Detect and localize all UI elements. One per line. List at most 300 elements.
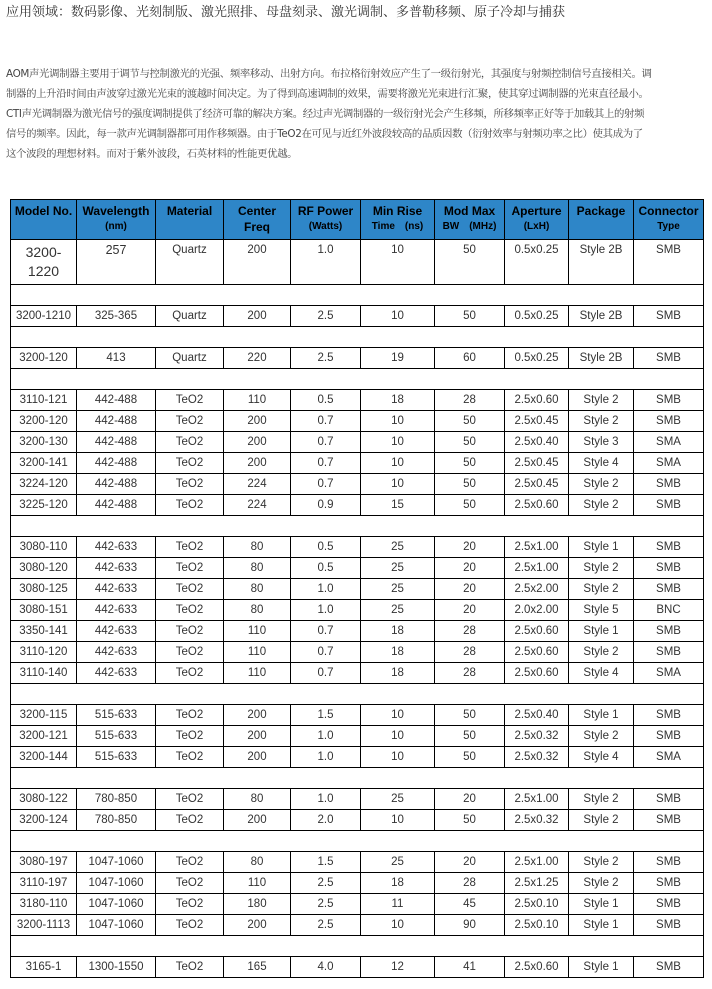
cell-material: TeO2 bbox=[156, 390, 224, 411]
separator-cell bbox=[224, 516, 291, 537]
cell-material: TeO2 bbox=[156, 810, 224, 831]
separator-cell bbox=[569, 831, 634, 852]
cell-material: TeO2 bbox=[156, 642, 224, 663]
cell-aperture: 2.5x0.10 bbox=[505, 894, 569, 915]
cell-wavelength: 442-633 bbox=[77, 558, 156, 579]
cell-package: Style 2 bbox=[569, 411, 634, 432]
cell-wavelength: 442-633 bbox=[77, 642, 156, 663]
separator-cell bbox=[505, 768, 569, 789]
applications-line: 应用领域：数码影像、光刻制版、激光照排、母盘刻录、激光调制、多普勒移频、原子冷却与捕获 bbox=[6, 5, 566, 20]
cell-package: Style 4 bbox=[569, 747, 634, 768]
separator-cell bbox=[11, 684, 77, 705]
cell-material: TeO2 bbox=[156, 894, 224, 915]
cell-model: 3110-121 bbox=[11, 390, 77, 411]
separator-cell bbox=[435, 516, 505, 537]
cell-mod-max: 28 bbox=[435, 873, 505, 894]
cell-material: TeO2 bbox=[156, 726, 224, 747]
cell-material: Quartz bbox=[156, 306, 224, 327]
separator-cell bbox=[435, 831, 505, 852]
cell-package: Style 2 bbox=[569, 558, 634, 579]
separator-cell bbox=[291, 768, 361, 789]
cell-center-freq: 200 bbox=[224, 747, 291, 768]
cell-rf-power: 1.0 bbox=[291, 579, 361, 600]
table-row bbox=[11, 789, 704, 810]
cell-mod-max: 20 bbox=[435, 789, 505, 810]
cell-rf-power: 0.7 bbox=[291, 474, 361, 495]
cell-min-rise: 25 bbox=[361, 558, 435, 579]
separator-cell bbox=[224, 285, 291, 306]
separator-cell bbox=[505, 684, 569, 705]
table-row bbox=[11, 600, 704, 621]
separator-cell bbox=[634, 768, 704, 789]
cell-center-freq: 224 bbox=[224, 474, 291, 495]
cell-mod-max: 50 bbox=[435, 432, 505, 453]
cell-wavelength: 442-488 bbox=[77, 390, 156, 411]
cell-center-freq: 80 bbox=[224, 558, 291, 579]
cell-wavelength: 442-488 bbox=[77, 432, 156, 453]
cell-mod-max: 20 bbox=[435, 537, 505, 558]
cell-rf-power: 2.5 bbox=[291, 873, 361, 894]
separator-cell bbox=[361, 327, 435, 348]
table-row bbox=[11, 642, 704, 663]
separator-cell bbox=[77, 831, 156, 852]
cell-model: 3080-122 bbox=[11, 789, 77, 810]
cell-connector: SMB bbox=[634, 474, 704, 495]
separator-cell bbox=[435, 285, 505, 306]
separator-cell bbox=[435, 684, 505, 705]
separator-cell bbox=[156, 936, 224, 957]
separator-cell bbox=[361, 285, 435, 306]
cell-model: 3200-130 bbox=[11, 432, 77, 453]
cell-package: Style 3 bbox=[569, 432, 634, 453]
cell-wavelength: 515-633 bbox=[77, 726, 156, 747]
cell-wavelength: 442-633 bbox=[77, 579, 156, 600]
cell-wavelength: 257 bbox=[77, 240, 156, 285]
separator-cell bbox=[435, 327, 505, 348]
cell-material: TeO2 bbox=[156, 600, 224, 621]
specs-table-container bbox=[10, 199, 703, 978]
cell-min-rise: 10 bbox=[361, 915, 435, 936]
cell-mod-max: 50 bbox=[435, 726, 505, 747]
separator-cell bbox=[435, 369, 505, 390]
cell-mod-max: 41 bbox=[435, 957, 505, 978]
table-row bbox=[11, 894, 704, 915]
separator-cell bbox=[291, 936, 361, 957]
cell-wavelength: 515-633 bbox=[77, 747, 156, 768]
separator-cell bbox=[634, 831, 704, 852]
cell-aperture: 2.5x0.60 bbox=[505, 642, 569, 663]
group-separator-row bbox=[11, 768, 704, 789]
cell-aperture: 0.5x0.25 bbox=[505, 348, 569, 369]
cell-aperture: 0.5x0.25 bbox=[505, 306, 569, 327]
cell-rf-power: 0.7 bbox=[291, 642, 361, 663]
cell-center-freq: 200 bbox=[224, 432, 291, 453]
cell-rf-power: 0.7 bbox=[291, 663, 361, 684]
header-aperture-unit: (LxH) bbox=[523, 221, 550, 232]
cell-connector: SMB bbox=[634, 495, 704, 516]
cell-connector: SMB bbox=[634, 852, 704, 873]
cell-aperture: 2.5x2.00 bbox=[505, 579, 569, 600]
cell-package: Style 2B bbox=[569, 348, 634, 369]
cell-material: TeO2 bbox=[156, 621, 224, 642]
cell-material: Quartz bbox=[156, 348, 224, 369]
group-separator-row bbox=[11, 936, 704, 957]
cell-model: 3110-120 bbox=[11, 642, 77, 663]
cell-min-rise: 18 bbox=[361, 663, 435, 684]
cell-min-rise: 10 bbox=[361, 240, 435, 285]
header-material: Material bbox=[156, 200, 224, 240]
cell-material: TeO2 bbox=[156, 663, 224, 684]
cell-material: Quartz bbox=[156, 240, 224, 285]
separator-cell bbox=[77, 516, 156, 537]
cell-material: TeO2 bbox=[156, 852, 224, 873]
cell-rf-power: 2.0 bbox=[291, 810, 361, 831]
table-row bbox=[11, 390, 704, 411]
cell-mod-max: 28 bbox=[435, 663, 505, 684]
separator-cell bbox=[505, 831, 569, 852]
separator-cell bbox=[11, 831, 77, 852]
cell-mod-max: 50 bbox=[435, 495, 505, 516]
cell-model: 3080-151 bbox=[11, 600, 77, 621]
cell-model: 3350-141 bbox=[11, 621, 77, 642]
cell-mod-max: 20 bbox=[435, 579, 505, 600]
separator-cell bbox=[361, 936, 435, 957]
cell-connector: SMB bbox=[634, 642, 704, 663]
cell-center-freq: 110 bbox=[224, 663, 291, 684]
cell-material: TeO2 bbox=[156, 411, 224, 432]
cell-material: TeO2 bbox=[156, 453, 224, 474]
table-row bbox=[11, 306, 704, 327]
intro-line: AOM声光调制器主要用于调节与控制激光的光强、频率移动、出射方向。布拉格衍射效应产生了一级衍射光，其强度与射频控制信号直接相关。调 bbox=[6, 68, 652, 80]
header-mod-max: Mod Max BW (MHz) bbox=[435, 200, 505, 240]
cell-rf-power: 0.5 bbox=[291, 558, 361, 579]
cell-rf-power: 0.7 bbox=[291, 453, 361, 474]
cell-connector: SMA bbox=[634, 453, 704, 474]
cell-wavelength: 1047-1060 bbox=[77, 915, 156, 936]
cell-min-rise: 18 bbox=[361, 621, 435, 642]
cell-package: Style 2 bbox=[569, 390, 634, 411]
cell-package: Style 2B bbox=[569, 240, 634, 285]
table-row bbox=[11, 579, 704, 600]
cell-connector: SMB bbox=[634, 240, 704, 285]
cell-rf-power: 4.0 bbox=[291, 957, 361, 978]
separator-cell bbox=[361, 684, 435, 705]
table-row bbox=[11, 705, 704, 726]
cell-connector: SMB bbox=[634, 390, 704, 411]
cell-rf-power: 1.0 bbox=[291, 240, 361, 285]
cell-min-rise: 25 bbox=[361, 852, 435, 873]
separator-cell bbox=[156, 285, 224, 306]
cell-min-rise: 15 bbox=[361, 495, 435, 516]
cell-rf-power: 1.5 bbox=[291, 852, 361, 873]
cell-package: Style 2B bbox=[569, 306, 634, 327]
cell-connector: SMB bbox=[634, 411, 704, 432]
cell-wavelength: 442-633 bbox=[77, 621, 156, 642]
cell-rf-power: 1.0 bbox=[291, 747, 361, 768]
cell-connector: SMB bbox=[634, 726, 704, 747]
cell-center-freq: 220 bbox=[224, 348, 291, 369]
cell-package: Style 1 bbox=[569, 621, 634, 642]
cell-center-freq: 80 bbox=[224, 537, 291, 558]
cell-model: 3080-125 bbox=[11, 579, 77, 600]
cell-center-freq: 80 bbox=[224, 852, 291, 873]
cell-mod-max: 28 bbox=[435, 390, 505, 411]
cell-wavelength: 442-633 bbox=[77, 600, 156, 621]
separator-cell bbox=[634, 936, 704, 957]
cell-model: 3200-144 bbox=[11, 747, 77, 768]
table-row bbox=[11, 411, 704, 432]
separator-cell bbox=[156, 516, 224, 537]
separator-cell bbox=[569, 768, 634, 789]
cell-center-freq: 224 bbox=[224, 495, 291, 516]
cell-material: TeO2 bbox=[156, 558, 224, 579]
separator-cell bbox=[291, 285, 361, 306]
cell-center-freq: 200 bbox=[224, 915, 291, 936]
cell-connector: SMA bbox=[634, 747, 704, 768]
table-row bbox=[11, 873, 704, 894]
cell-aperture: 2.5x1.00 bbox=[505, 537, 569, 558]
intro-line: CTI声光调制器为激光信号的强度调制提供了经济可靠的解决方案。经过声光调制器的一级衍射光会产生移频，所移频率正好等于加载其上的射频 bbox=[6, 108, 645, 120]
cell-center-freq: 110 bbox=[224, 621, 291, 642]
cell-rf-power: 1.0 bbox=[291, 600, 361, 621]
separator-cell bbox=[505, 516, 569, 537]
table-row bbox=[11, 474, 704, 495]
header-wavelength: Wavelength (nm) bbox=[77, 200, 156, 240]
cell-model: 3165-1 bbox=[11, 957, 77, 978]
group-separator-row bbox=[11, 516, 704, 537]
cell-wavelength: 442-488 bbox=[77, 411, 156, 432]
separator-cell bbox=[11, 768, 77, 789]
cell-package: Style 2 bbox=[569, 726, 634, 747]
cell-connector: SMB bbox=[634, 621, 704, 642]
cell-rf-power: 2.5 bbox=[291, 915, 361, 936]
cell-aperture: 2.5x0.60 bbox=[505, 495, 569, 516]
cell-model: 3200-1220 bbox=[11, 240, 77, 285]
cell-min-rise: 10 bbox=[361, 432, 435, 453]
table-row bbox=[11, 240, 704, 285]
separator-cell bbox=[569, 327, 634, 348]
cell-package: Style 1 bbox=[569, 537, 634, 558]
cell-package: Style 2 bbox=[569, 873, 634, 894]
cell-mod-max: 60 bbox=[435, 348, 505, 369]
cell-package: Style 1 bbox=[569, 705, 634, 726]
separator-cell bbox=[224, 684, 291, 705]
cell-model: 3200-115 bbox=[11, 705, 77, 726]
cell-aperture: 2.5x1.00 bbox=[505, 558, 569, 579]
cell-center-freq: 110 bbox=[224, 873, 291, 894]
cell-aperture: 2.5x0.60 bbox=[505, 957, 569, 978]
cell-material: TeO2 bbox=[156, 873, 224, 894]
cell-min-rise: 10 bbox=[361, 474, 435, 495]
header-wavelength-unit: (nm) bbox=[105, 221, 127, 232]
separator-cell bbox=[224, 369, 291, 390]
cell-min-rise: 10 bbox=[361, 747, 435, 768]
cell-rf-power: 1.5 bbox=[291, 705, 361, 726]
aom-specs-table bbox=[10, 199, 704, 978]
separator-cell bbox=[156, 831, 224, 852]
cell-mod-max: 20 bbox=[435, 852, 505, 873]
cell-connector: SMB bbox=[634, 894, 704, 915]
cell-mod-max: 45 bbox=[435, 894, 505, 915]
separator-cell bbox=[156, 768, 224, 789]
cell-model: 3180-110 bbox=[11, 894, 77, 915]
separator-cell bbox=[291, 369, 361, 390]
cell-wavelength: 1047-1060 bbox=[77, 894, 156, 915]
separator-cell bbox=[77, 285, 156, 306]
cell-center-freq: 200 bbox=[224, 810, 291, 831]
cell-center-freq: 200 bbox=[224, 306, 291, 327]
separator-cell bbox=[77, 936, 156, 957]
separator-cell bbox=[569, 369, 634, 390]
separator-cell bbox=[11, 285, 77, 306]
cell-aperture: 2.5x0.10 bbox=[505, 915, 569, 936]
cell-model: 3080-197 bbox=[11, 852, 77, 873]
cell-aperture: 2.5x0.60 bbox=[505, 663, 569, 684]
cell-model: 3200-124 bbox=[11, 810, 77, 831]
cell-center-freq: 180 bbox=[224, 894, 291, 915]
cell-model: 3200-141 bbox=[11, 453, 77, 474]
cell-wavelength: 442-488 bbox=[77, 474, 156, 495]
cell-mod-max: 28 bbox=[435, 621, 505, 642]
table-header-row bbox=[11, 200, 704, 240]
cell-connector: SMB bbox=[634, 915, 704, 936]
cell-min-rise: 18 bbox=[361, 642, 435, 663]
cell-aperture: 2.5x0.60 bbox=[505, 390, 569, 411]
cell-package: Style 2 bbox=[569, 789, 634, 810]
separator-cell bbox=[291, 684, 361, 705]
separator-cell bbox=[505, 936, 569, 957]
group-separator-row bbox=[11, 369, 704, 390]
cell-center-freq: 200 bbox=[224, 240, 291, 285]
cell-wavelength: 1047-1060 bbox=[77, 852, 156, 873]
separator-cell bbox=[505, 369, 569, 390]
cell-connector: SMB bbox=[634, 537, 704, 558]
header-connector-unit: Type bbox=[657, 221, 680, 232]
separator-cell bbox=[361, 831, 435, 852]
cell-material: TeO2 bbox=[156, 747, 224, 768]
cell-aperture: 2.5x0.32 bbox=[505, 747, 569, 768]
separator-cell bbox=[361, 369, 435, 390]
table-row bbox=[11, 663, 704, 684]
header-mod-max-unit: BW (MHz) bbox=[442, 221, 497, 232]
separator-cell bbox=[291, 831, 361, 852]
cell-rf-power: 0.7 bbox=[291, 411, 361, 432]
cell-wavelength: 780-850 bbox=[77, 789, 156, 810]
header-rf-power: RF Power (Watts) bbox=[291, 200, 361, 240]
separator-cell bbox=[77, 768, 156, 789]
cell-model: 3110-140 bbox=[11, 663, 77, 684]
cell-rf-power: 0.9 bbox=[291, 495, 361, 516]
cell-aperture: 2.5x0.45 bbox=[505, 474, 569, 495]
cell-mod-max: 50 bbox=[435, 810, 505, 831]
cell-min-rise: 12 bbox=[361, 957, 435, 978]
cell-model: 3080-110 bbox=[11, 537, 77, 558]
cell-center-freq: 80 bbox=[224, 789, 291, 810]
group-separator-row bbox=[11, 684, 704, 705]
table-row bbox=[11, 621, 704, 642]
cell-material: TeO2 bbox=[156, 789, 224, 810]
cell-package: Style 2 bbox=[569, 474, 634, 495]
cell-connector: SMA bbox=[634, 663, 704, 684]
cell-package: Style 4 bbox=[569, 663, 634, 684]
cell-connector: SMB bbox=[634, 957, 704, 978]
header-aperture: Aperture (LxH) bbox=[505, 200, 569, 240]
cell-model: 3200-1210 bbox=[11, 306, 77, 327]
cell-rf-power: 0.5 bbox=[291, 537, 361, 558]
group-separator-row bbox=[11, 831, 704, 852]
cell-min-rise: 25 bbox=[361, 600, 435, 621]
header-center-freq: Center Freq bbox=[224, 200, 291, 240]
cell-center-freq: 80 bbox=[224, 600, 291, 621]
table-row bbox=[11, 432, 704, 453]
cell-min-rise: 10 bbox=[361, 726, 435, 747]
cell-wavelength: 442-633 bbox=[77, 537, 156, 558]
separator-cell bbox=[505, 327, 569, 348]
intro-line: 制器的上升沿时间由声波穿过激光光束的渡越时间决定。为了得到高速调制的效果，需要将激光光束进行汇聚，使其穿过调制器的光束直径最小。 bbox=[6, 88, 649, 100]
cell-package: Style 1 bbox=[569, 915, 634, 936]
cell-center-freq: 110 bbox=[224, 390, 291, 411]
separator-cell bbox=[156, 327, 224, 348]
separator-cell bbox=[361, 516, 435, 537]
cell-material: TeO2 bbox=[156, 705, 224, 726]
separator-cell bbox=[291, 327, 361, 348]
table-body bbox=[11, 240, 704, 978]
cell-rf-power: 2.5 bbox=[291, 306, 361, 327]
cell-min-rise: 11 bbox=[361, 894, 435, 915]
cell-material: TeO2 bbox=[156, 474, 224, 495]
separator-cell bbox=[634, 684, 704, 705]
table-row bbox=[11, 852, 704, 873]
separator-cell bbox=[77, 369, 156, 390]
cell-center-freq: 200 bbox=[224, 726, 291, 747]
separator-cell bbox=[634, 327, 704, 348]
table-row bbox=[11, 348, 704, 369]
cell-wavelength: 1047-1060 bbox=[77, 873, 156, 894]
cell-aperture: 2.0x2.00 bbox=[505, 600, 569, 621]
cell-rf-power: 2.5 bbox=[291, 894, 361, 915]
cell-package: Style 2 bbox=[569, 810, 634, 831]
cell-mod-max: 50 bbox=[435, 240, 505, 285]
cell-model: 3200-120 bbox=[11, 411, 77, 432]
cell-connector: BNC bbox=[634, 600, 704, 621]
header-rf-power-unit: (Watts) bbox=[308, 221, 343, 232]
separator-cell bbox=[634, 285, 704, 306]
cell-package: Style 4 bbox=[569, 453, 634, 474]
cell-min-rise: 25 bbox=[361, 579, 435, 600]
cell-mod-max: 50 bbox=[435, 453, 505, 474]
cell-mod-max: 50 bbox=[435, 705, 505, 726]
cell-center-freq: 200 bbox=[224, 411, 291, 432]
cell-model: 3200-121 bbox=[11, 726, 77, 747]
cell-mod-max: 20 bbox=[435, 558, 505, 579]
cell-wavelength: 780-850 bbox=[77, 810, 156, 831]
cell-min-rise: 25 bbox=[361, 537, 435, 558]
cell-rf-power: 0.7 bbox=[291, 432, 361, 453]
separator-cell bbox=[435, 936, 505, 957]
cell-mod-max: 20 bbox=[435, 600, 505, 621]
separator-cell bbox=[291, 516, 361, 537]
cell-connector: SMB bbox=[634, 789, 704, 810]
cell-min-rise: 10 bbox=[361, 453, 435, 474]
cell-mod-max: 90 bbox=[435, 915, 505, 936]
cell-min-rise: 10 bbox=[361, 411, 435, 432]
cell-package: Style 2 bbox=[569, 579, 634, 600]
cell-aperture: 2.5x0.32 bbox=[505, 726, 569, 747]
cell-wavelength: 442-633 bbox=[77, 663, 156, 684]
separator-cell bbox=[435, 768, 505, 789]
cell-wavelength: 1300-1550 bbox=[77, 957, 156, 978]
table-row bbox=[11, 558, 704, 579]
